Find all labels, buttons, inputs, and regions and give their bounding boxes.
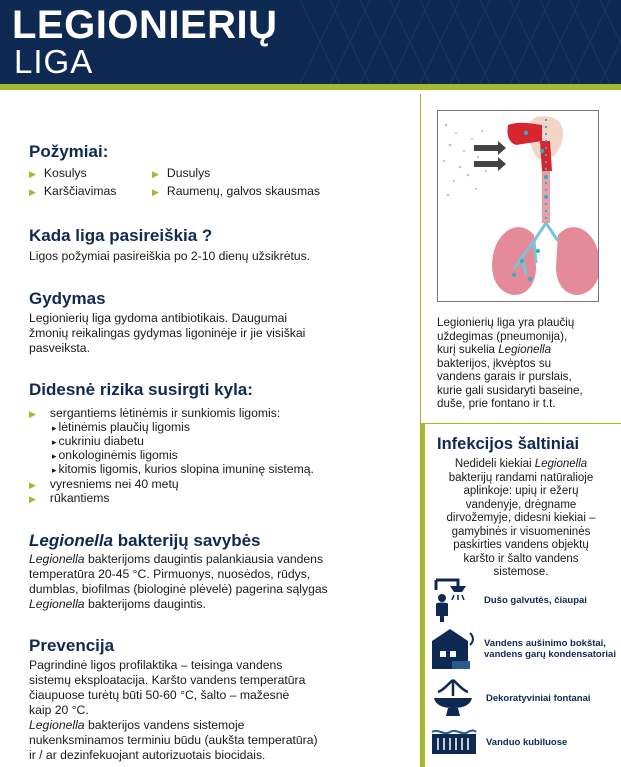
source-label: Vandens aušinimo bokštai,	[484, 638, 606, 649]
prevention-text-line: kaip 20 °C.	[29, 703, 89, 717]
source-label: vandens garų kondensatoriai	[484, 649, 616, 660]
treatment-text-line: Legionierių liga gydoma antibiotikais. Daugumai	[29, 311, 288, 325]
treatment-text-line: žmonių reikalingas gydymas ligoninėje ir jie visiškai	[29, 326, 306, 340]
sources-heading: Infekcijos šaltiniai	[437, 435, 580, 453]
sources-panel-accent	[421, 424, 425, 767]
prevention-text-line: ir / ar dezinfekuojant autorizuotais biocidais.	[29, 748, 266, 762]
risk-item: ▶ vyresniems nei 40 metų	[29, 477, 179, 491]
risk-subitem: ▸ onkologinėmis ligomis	[52, 448, 178, 464]
properties-text-line: dumblas, biofilmas (biologinė plėvelė) pagerina sąlygas	[29, 582, 328, 596]
shower-icon	[430, 578, 472, 622]
risk-subitem: ▸ cukriniu diabetu	[52, 434, 144, 450]
risk-item: ▶ rūkantiems	[29, 491, 110, 505]
treatment-heading: Gydymas	[29, 289, 106, 308]
symptom-item: ▶ Dusulys	[152, 166, 211, 180]
fountain-icon	[430, 678, 476, 718]
hot-tub-icon	[430, 728, 478, 756]
source-label-group	[484, 638, 616, 660]
properties-heading: Legionella bakterijų savybės	[29, 531, 261, 550]
symptom-item: ▶ Kosulys	[29, 166, 87, 180]
page-title: LEGIONIERIŲ	[12, 3, 278, 47]
source-item	[430, 627, 618, 671]
bullet-icon: ▶	[29, 187, 36, 197]
source-item	[430, 678, 618, 718]
bullet-icon: ▶	[29, 494, 36, 504]
risk-subitem: ▸ lėtinėmis plaučių ligomis	[52, 420, 190, 436]
properties-text-line: temperatūra 20-45 °C. Pirmuonys, nuosėdos, rūdys,	[29, 567, 311, 581]
page-subtitle: LIGA	[14, 43, 94, 80]
risk-subitem: ▸ kitomis ligomis, kurios slopina imuninę sistemą.	[52, 462, 314, 478]
onset-text: Ligos požymiai pasireiškia po 2-10 dienų užsikrėtus.	[29, 249, 311, 263]
prevention-text-line: Pagrindinė ligos profilaktika – teisinga vandens	[29, 658, 283, 672]
symptom-item: ▶ Raumenų, galvos skausmas	[152, 184, 321, 198]
source-label: Dušo galvutės, čiaupai	[484, 594, 587, 606]
header-banner	[0, 0, 621, 84]
bullet-icon: ▶	[29, 409, 36, 419]
cooling-tower-icon	[430, 627, 478, 671]
source-label: Vanduo kubiluose	[486, 736, 568, 748]
symptom-item: ▶ Karščiavimas	[29, 184, 117, 198]
properties-text-line: Legionella bakterijoms daugintis palankiausia vandens	[29, 552, 324, 566]
sources-text: Nedideli kiekiai Legionella bakterijų randami natūralioje aplinkoje: upių ir ežerų vandenyje, drėgname dirvožemyje, didesni kiekiai – gamybinės ir visuomeninės paskirties vandens objektų karšto ir šalto vandens sistemose.	[446, 458, 596, 578]
illustration-caption: Legionierių liga yra plaučių uždegimas (pneumonija), kurį sukelia Legionella bakterijos, įkvėptos su vandens garais ir purslais, kurie gali susidaryti baseine, duše, prie fontano ir t.t.	[437, 316, 583, 410]
lung-illustration	[437, 110, 599, 302]
properties-text-line: Legionella bakterijoms daugintis.	[29, 597, 206, 611]
treatment-text-line: pasveiksta.	[29, 341, 90, 355]
bullet-icon: ▶	[152, 187, 159, 197]
prevention-text-line: sistemų eksploatacija. Karšto vandens temperatūra	[29, 673, 306, 687]
bullet-icon: ▶	[29, 169, 36, 179]
bullet-icon: ▶	[29, 480, 36, 490]
source-item	[430, 578, 618, 622]
prevention-text-line: nukenksminamos terminiu būdu (aukšta temperatūra)	[29, 733, 318, 747]
prevention-heading: Prevencija	[29, 636, 115, 655]
source-label: Dekoratyviniai fontanai	[486, 692, 591, 704]
prevention-text-line: Legionella bakterijos vandens sistemoje	[29, 718, 245, 732]
symptoms-heading: Požymiai:	[29, 142, 109, 161]
prevention-text-line: čiaupuose turėtų būti 50-60 °C, šalto – mažesnė	[29, 688, 290, 702]
risk-heading: Didesnė rizika susirgti kyla:	[29, 380, 253, 399]
bullet-icon: ▶	[152, 169, 159, 179]
source-item	[430, 728, 618, 756]
risk-item: ▶ sergantiems lėtinėmis ir sunkiomis ligomis:	[29, 406, 281, 420]
onset-heading: Kada liga pasireiškia ?	[29, 226, 213, 245]
header-accent-bar	[0, 84, 621, 90]
respiratory-system-icon	[438, 111, 599, 302]
